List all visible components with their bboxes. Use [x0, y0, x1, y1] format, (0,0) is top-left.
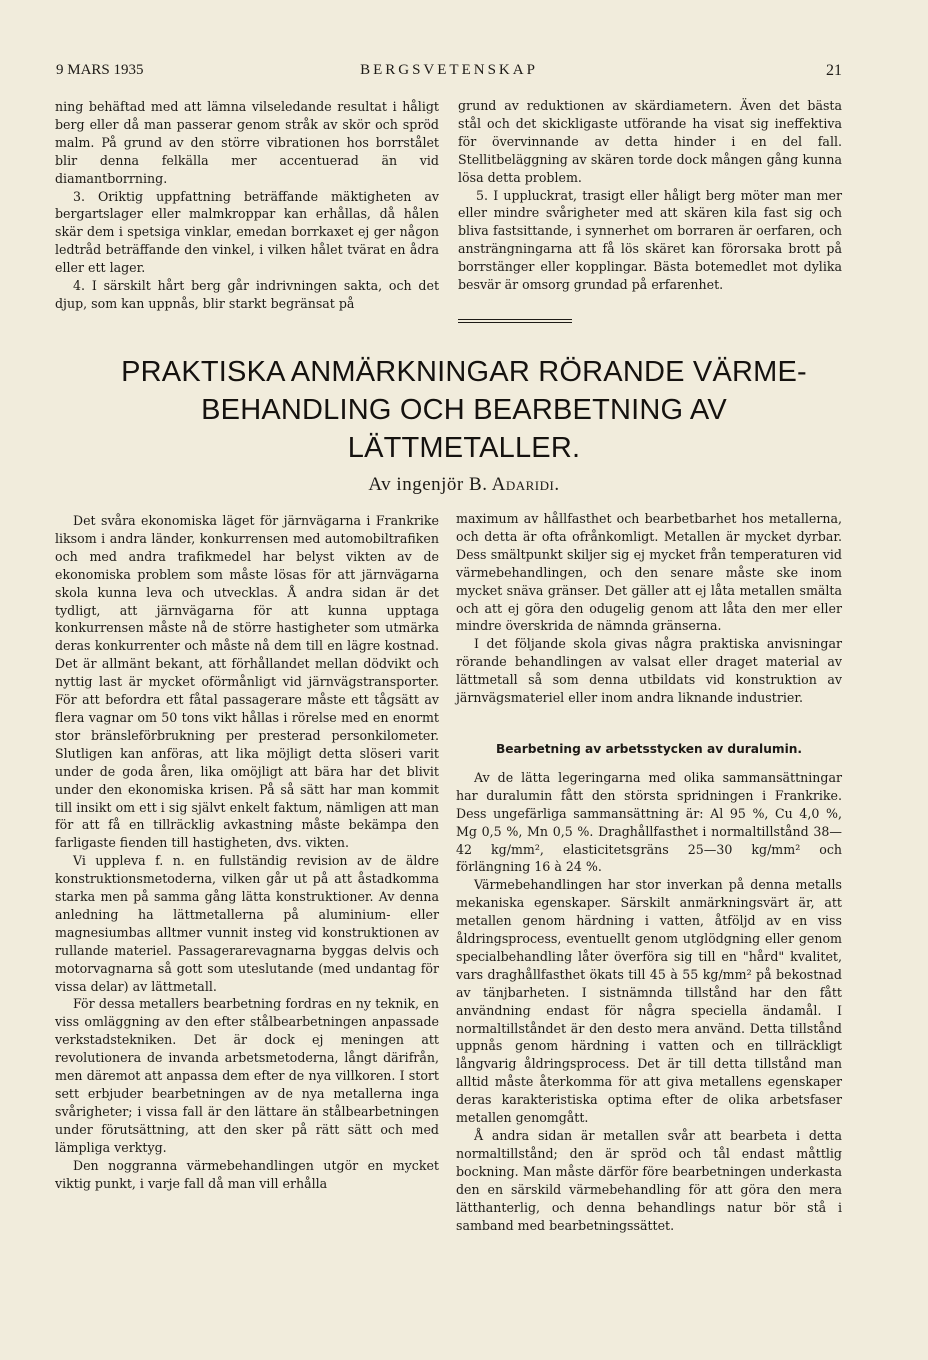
journal-name: BERGSVETENSKAP	[360, 62, 538, 78]
paragraph: Å andra sidan är metallen svår att bearbeta i detta normaltillstånd; den är spröd och tål endast måttlig bockning. Man måste därför före bearbetningen underkasta den en särskild värmebehandling för att göra den mera lätthanterlig, och denna behandlings natur bör stå i samband med bearbetningssättet.	[456, 1128, 842, 1233]
previous-article-column-left	[55, 98, 439, 313]
title-line: BEHANDLING OCH BEARBETNING AV	[201, 394, 727, 426]
paragraph: 5. I uppluckrat, trasigt eller håligt berg möter man mer eller mindre svårigheter med att skären kila fast sig och bliva fastsittande, i synnerhet om borraren är oerfaren, och ansträngningarna att få lös skäret kan förorsaka brott på borrstänger eller kopplingar. Bästa botemedlet mot dylika besvär är omsorg grundad på erfarenhet.	[458, 187, 842, 293]
end-rule	[458, 322, 572, 323]
paragraph: Av de lätta legeringarna med olika sammansättningar har duralumin fått den största spridningen i Frankrike. Dess ungefärliga sammansättning är: Al 95 %, Cu 4,0 %, Mg 0,5 %, Mn 0,5 %. Draghållfasthet i normaltillstånd 38—42 kg/mm², elasticitetsgräns 25—30 kg/mm² och förlängning 16 à 24 %.	[456, 769, 842, 875]
paragraph: ning behäftad med att lämna vilseledande resultat i håligt berg eller då man passerar genom stråk av skör och spröd malm. På grund av den större vibrationen hos borrstålet blir denna felkälla mer accentuerad än vid diamantborrning.	[55, 99, 439, 186]
title-line: PRAKTISKA ANMÄRKNINGAR RÖRANDE VÄRME-	[121, 356, 807, 388]
paragraph: Den noggranna värmebehandlingen utgör en mycket viktig punkt, i varje fall då man vill erhålla	[55, 1157, 439, 1191]
article-title	[70, 353, 858, 467]
issue-date: 9 MARS 1935	[56, 62, 144, 78]
previous-article-column-right	[458, 97, 842, 294]
paragraph: För dessa metallers bearbetning fordras en ny teknik, en viss omläggning av den efter stålbearbetningen anpassade verkstadstekniken. Det är dock ej meningen att revolutionera de invanda arbetsmetoderna, långt därifrån, men däremot att anpassa dem efter de nya villkoren. I stort sett erbjuder bearbetningen av de nya metallerna inga svårigheter; i vissa fall är den lättare än stålbearbetningen under förutsättning, att den sker på rätt sätt och med lämpliga verktyg.	[55, 996, 439, 1155]
paragraph: Det svåra ekonomiska läget för järnvägarna i Frankrike liksom i andra länder, konkurrensen med automobiltrafiken och med andra trafikmedel har belyst vikten av de ekonomiska problem som måste lösas för att järnvägarna skola kunna leva och utvecklas. Å andra sidan är det tydligt, att järnvägarna för att kunna upptaga konkurrensen måste nå de större hastigheter som utmärka deras konkurrenter och måste nå dem till en lägre kostnad. Det är allmänt bekant, att förhållandet mellan dödvikt och nyttig last är mycket oförmånligt vid järnvägstransporter. För att befordra ett fåtal passagerare måste ett tågsätt av flera vagnar om 50 tons vikt hållas i rörelse med en enormt stor bränsleförbrukning per presterad personkilometer. Slutligen kan anföras, att lika möjligt detta slöseri varit under de goda åren, lika omöjligt att bära har det blivit under den ekonomiska krisen. På så sätt har man kommit till insikt om ett i sig självt enkelt faktum, nämligen att man för att få en tillräcklig avkastning måste bekämpa den farligaste fienden till hastigheten, dvs. vikten.	[55, 513, 439, 851]
page-number: 21	[826, 62, 842, 79]
paragraph: I det följande skola givas några praktiska anvisningar rörande behandlingen av valsat eller draget material av lättmetall så som denna utbildats vid konstruktion av järnvägsmateriel eller inom andra liknande industrier.	[456, 636, 842, 706]
page-header	[56, 62, 842, 84]
section-subheading: Bearbetning av arbetsstycken av duralumin.	[495, 741, 803, 756]
author-name: B. Adaridi.	[469, 474, 560, 495]
paragraph: Värmebehandlingen har stor inverkan på denna metalls mekaniska egenskaper. Särskilt anmärkningsvärt är, att metallen genom härdning i vatten, åtföljd av en viss åldringsprocess, eventuellt genom utglödgning eller genom specialbehandling låter överföra sig till en "hård" kvalitet, vars draghållfasthet ökats till 45 à 55 kg/mm² på bekostnad av tänjbarheten. I sistnämnda tillstånd har den fått användning endast för några speciella ändamål. I normaltillståndet är den desto mera använd. Detta tillstånd uppnås genom härdning i vatten och en tillräckligt långvarig åldringsprocess. Det är till detta tillstånd man alltid måste återkomma för att giva metallens egenskaper deras karakteristiska optima efter de olika arbetsfaser metallen genomgått.	[456, 877, 842, 1126]
article-column-right	[456, 510, 842, 1234]
title-line: LÄTTMETALLER.	[347, 432, 581, 464]
article-byline	[0, 474, 928, 496]
paragraph: Vi uppleva f. n. en fullständig revision av de äldre konstruktionsmetoderna, vilken går ut på att åstadkomma starka men på samma gång lätta konstruktioner. Av denna anledning ha lättmetallerna på aluminium- eller magnesiumbas alltmer vunnit insteg vid konstruktionen av rullande materiel. Passagerarevagnarna byggas delvis och motorvagnarna så gott som uteslutande (med undantag för vissa delar) av lättmetall.	[55, 853, 439, 994]
byline-prefix: Av ingenjör	[368, 474, 464, 495]
paragraph: 4. I särskilt hårt berg går indrivningen sakta, och det djup, som kan uppnås, blir starkt begränsat på	[55, 278, 439, 311]
paragraph: maximum av hållfasthet och bearbetbarhet hos metallerna, och detta är ofta ofrånkomligt. Metallen är mycket dyrbar. Dess smältpunkt skiljer sig ej mycket från temperaturen vid värmebehandlingen, och den senare måste ske inom mycket snäva gränser. Det gäller att ej låta metallen smälta och att ej göra den odugelig genom att låta den mer eller mindre överskrida de nämnda gränserna.	[456, 511, 842, 634]
paragraph: 3. Oriktig uppfattning beträffande mäktigheten av bergartslager eller malmkroppar kan erhållas, då hålen skär dem i spetsiga vinklar, emedan borrkaxet ej ger någon ledtråd beträffande den vinkel, i vilken hålet tvärat en ådra eller ett lager.	[55, 188, 439, 276]
article-column-left	[55, 512, 439, 1192]
end-rule	[458, 319, 572, 320]
paragraph: grund av reduktionen av skärdiametern. Även det bästa stål och det skickligaste utförande ha visat sig ineffektiva för övervinnande av detta hinder i en del fall. Stellitbeläggning av skären torde dock mången gång kunna lösa detta problem.	[458, 98, 842, 185]
